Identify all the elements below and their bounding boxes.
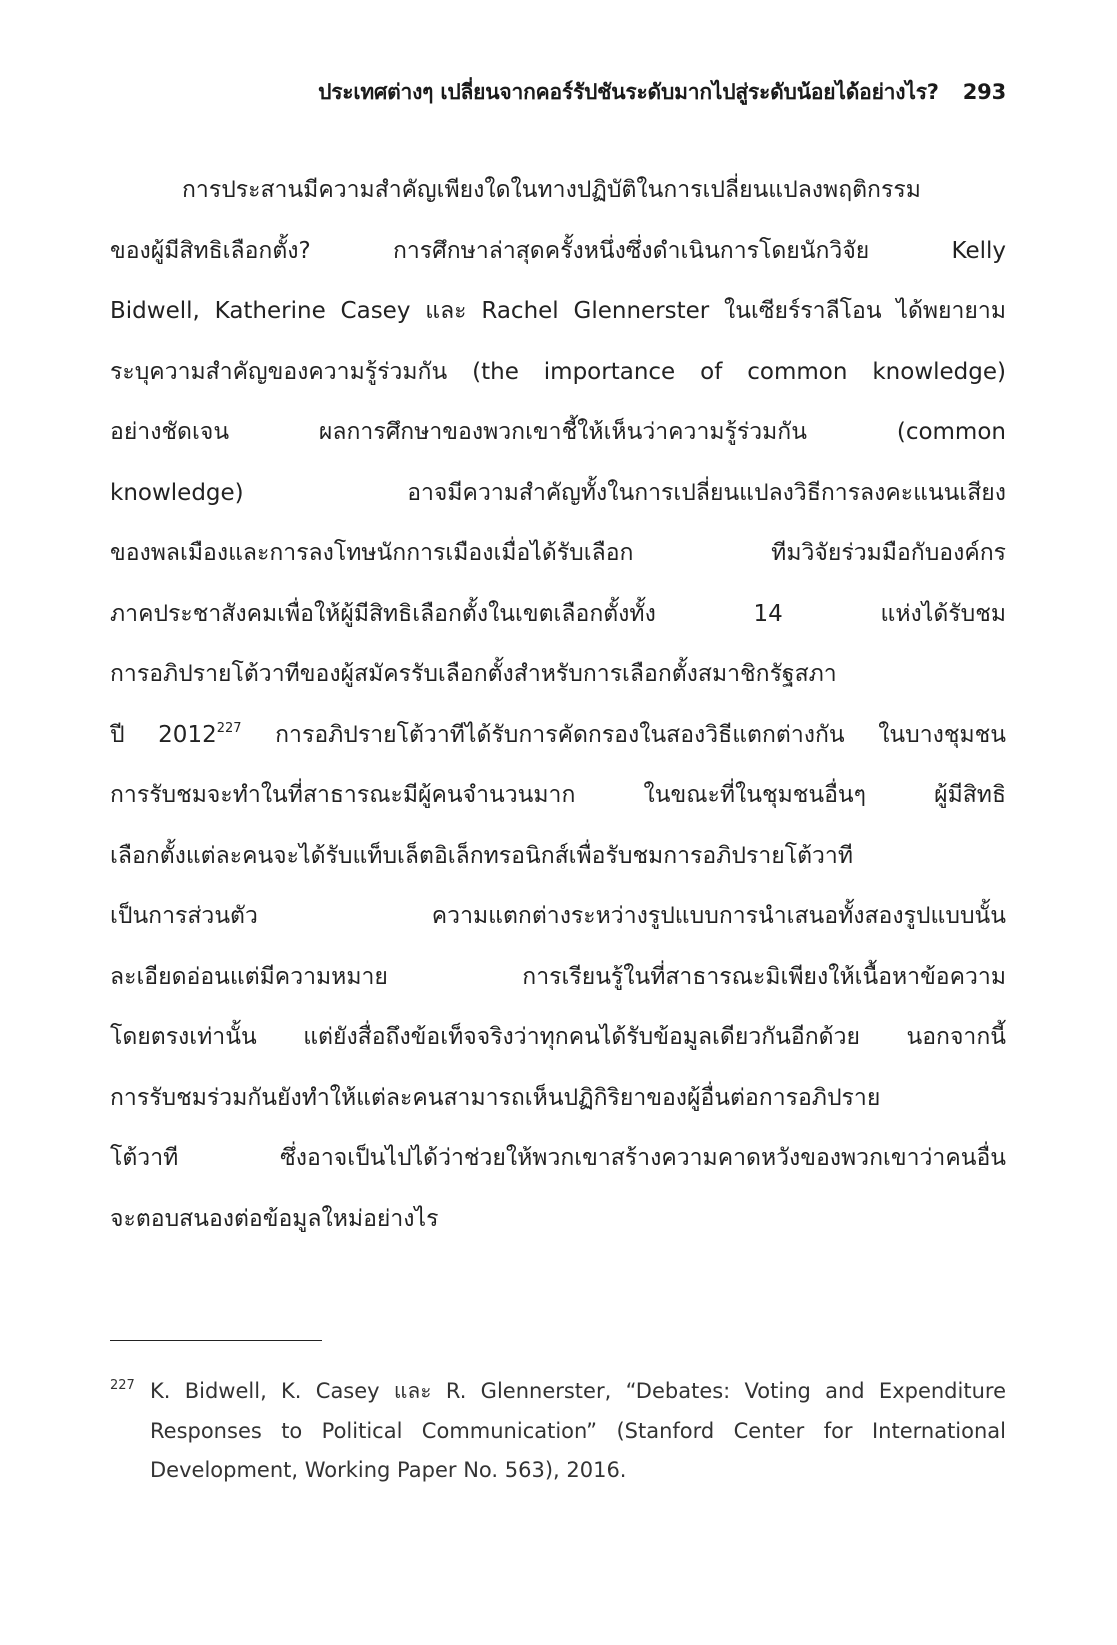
text-line: เลือกตั้งแต่ละคนจะได้รับแท็บเล็ตอิเล็กทรอนิกส์เพื่อรับชมการอภิปรายโต้วาที <box>110 842 854 869</box>
text-fragment: ปี 2012 <box>110 721 217 748</box>
footnote <box>110 1372 1006 1491</box>
text-line: อย่างชัดเจน ผลการศึกษาของพวกเขาชี้ให้เห็นว่าความรู้ร่วมกัน (common <box>110 419 1006 445</box>
footnote-reference[interactable]: 227 <box>216 720 242 736</box>
text-line: ละเอียดอ่อนแต่มีความหมาย การเรียนรู้ในที่สาธารณะมิเพียงให้เนื้อหาข้อความ <box>110 963 1006 990</box>
footnote-line: Responses to Political Communication” (Stanford Center for International <box>150 1418 1006 1443</box>
footnote-line: Development, Working Paper No. 563), 2016. <box>150 1458 627 1482</box>
page-number: 293 <box>962 80 1006 104</box>
text-line: การรับชมจะทำในที่สาธารณะมีผู้คนจำนวนมาก ในขณะที่ในชุมชนอื่นๆ ผู้มีสิทธิ <box>110 782 1006 808</box>
text-line: ของพลเมืองและการลงโทษนักการเมืองเมื่อได้รับเลือก ทีมวิจัยร่วมมือกับองค์กร <box>110 540 1006 566</box>
text-fragment: การอภิปรายโต้วาทีได้รับการคัดกรองในสองวิธีแตกต่างกัน ในบางชุมชน <box>241 721 1006 748</box>
footnote-text <box>150 1372 1006 1491</box>
text-line: โต้วาที ซึ่งอาจเป็นไปได้ว่าช่วยให้พวกเขาสร้างความคาดหวังของพวกเขาว่าคนอื่น <box>110 1145 1006 1171</box>
footnote-divider <box>110 1340 322 1341</box>
footnote-number: 227 <box>110 1378 135 1393</box>
text-line: ของผู้มีสิทธิเลือกตั้ง? การศึกษาล่าสุดครั้งหนึ่งซึ่งดำเนินการโดยนักวิจัย Kelly <box>110 237 1006 264</box>
text-line: การประสานมีความสำคัญเพียงใดในทางปฏิบัติในการเปลี่ยนแปลงพฤติกรรม <box>182 177 921 203</box>
text-line: การอภิปรายโต้วาทีของผู้สมัครรับเลือกตั้งสำหรับการเลือกตั้งสมาชิกรัฐสภา <box>110 661 837 687</box>
chapter-title: ประเทศต่างๆ เปลี่ยนจากคอร์รัปชันระดับมากไปสู่ระดับน้อยได้อย่างไร? <box>318 80 939 104</box>
text-line: ระบุความสำคัญของความรู้ร่วมกัน (the importance of common knowledge) <box>110 358 1006 385</box>
text-line-with-footnote-ref <box>110 705 1006 766</box>
footnote-line: K. Bidwell, K. Casey และ R. Glennerster, “Debates: Voting and Expenditure <box>150 1379 1006 1403</box>
text-line: โดยตรงเท่านั้น แต่ยังสื่อถึงข้อเท็จจริงว่าทุกคนได้รับข้อมูลเดียวกันอีกด้วย นอกจากนี้ <box>110 1024 1006 1050</box>
text-line: การรับชมร่วมกันยังทำให้แต่ละคนสามารถเห็นปฏิกิริยาของผู้อื่นต่อการอภิปราย <box>110 1084 881 1111</box>
text-line: Bidwell, Katherine Casey และ Rachel Glennerster ในเซียร์ราลีโอน ได้พยายาม <box>110 298 1006 324</box>
running-header <box>110 76 1006 112</box>
text-line: ภาคประชาสังคมเพื่อให้ผู้มีสิทธิเลือกตั้งในเขตเลือกตั้งทั้ง 14 แห่งได้รับชม <box>110 600 1006 627</box>
text-line: จะตอบสนองต่อข้อมูลใหม่อย่างไร <box>110 1205 439 1232</box>
text-line: knowledge) อาจมีความสำคัญทั้งในการเปลี่ยนแปลงวิธีการลงคะแนนเสียง <box>110 479 1006 506</box>
body-paragraph <box>110 160 1006 1249</box>
text-line: เป็นการส่วนตัว ความแตกต่างระหว่างรูปแบบการนำเสนอทั้งสองรูปแบบนั้น <box>110 903 1006 929</box>
